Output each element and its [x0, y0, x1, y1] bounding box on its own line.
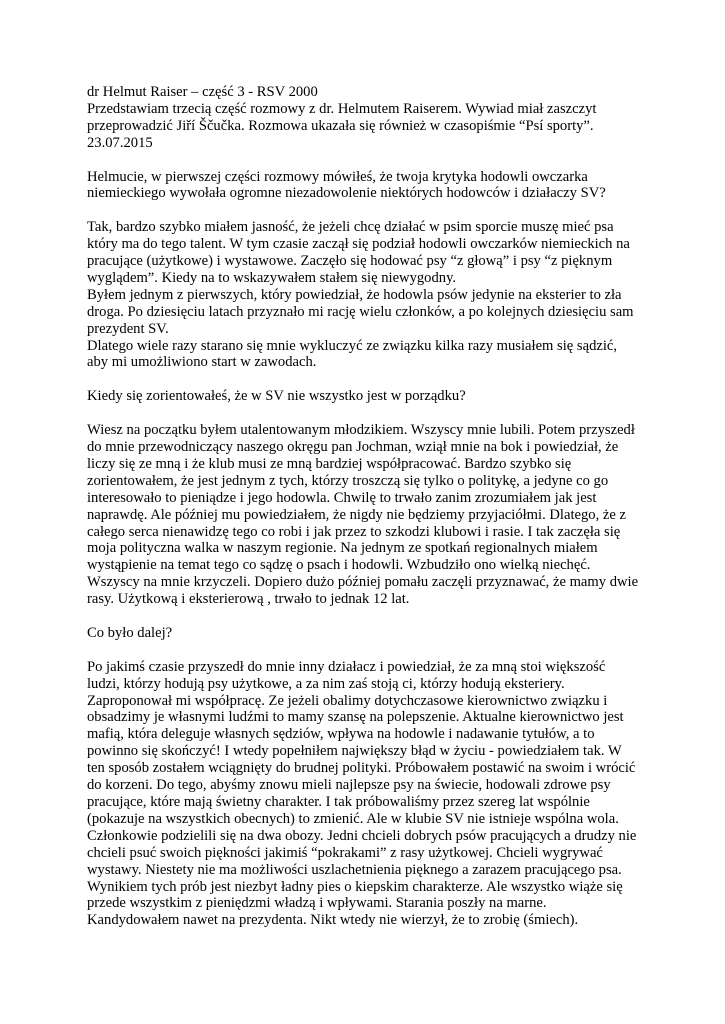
answer-line: Kandydowałem nawet na prezydenta. Nikt wtedy nie wierzył, że to zrobię (śmiech). [87, 912, 579, 929]
answer-line: Byłem jednym z pierwszych, który powiedział, że hodowla psów jedynie na eksterier to zła [87, 286, 622, 303]
document-title: dr Helmut Raiser – część 3 - RSV 2000 [87, 84, 318, 100]
answer-line: zorientowałem, że jest jednym z tych, którzy troszczą się tylko o politykę, a jedyne co go [87, 472, 609, 489]
intro-line: Przedstawiam trzecią część rozmowy z dr. Helmutem Raiserem. Wywiad miał zaszczyt [87, 100, 597, 117]
answer-line: Wszyscy na mnie krzyczeli. Dopiero dużo później pomału zaczęli przyznawać, że mamy dwie [87, 574, 639, 591]
question-line: Kiedy się zorientowałeś, że w SV nie wszystko jest w porządku? [87, 388, 466, 405]
answer-line: całego serca nienawidzę tego co robi i jak przez to szkodzi klubowi i rasie. I tak zaczęła się [87, 523, 621, 540]
answer-line: który ma do tego talent. W tym czasie zaczął się podział hodowli owczarków niemieckich na [87, 236, 630, 253]
answer-line: do korzeni. Do tego, abyśmy znowu mieli najlepsze psy na świecie, hodowali zdrowe psy [87, 777, 611, 794]
answer-3 [87, 659, 657, 930]
document-page [87, 84, 657, 946]
answer-line: powinno się skończyć! I wtedy popełniłem największy błąd w życiu - powiedziałem tak. W [87, 743, 622, 760]
answer-line: interesowało to pieniądze i jego hodowla. Chwilę to trwało zanim zrozumiałem jak jest [87, 489, 597, 506]
answer-line: wystąpienie na temat tego co sądzę o psach i hodowli. Wzbudziło ono wielką niechęć. [87, 557, 591, 574]
document-date: 23.07.2015 [87, 134, 153, 151]
answer-line: aby mi umożliwiono start w zawodach. [87, 354, 317, 371]
answer-line: Tak, bardzo szybko miałem jasność, że jeżeli chcę działać w psim sporcie muszę mieć psa [87, 219, 614, 236]
question-line: Co było dalej? [87, 624, 173, 641]
question-line: Helmucie, w pierwszej części rozmowy mówiłeś, że twoja krytyka hodowli owczarka [87, 168, 588, 185]
answer-line: liczy się ze mną i że klub musi ze mną bardziej współpracować. Bardzo szybko się [87, 455, 572, 472]
answer-line: do mnie przewodniczący naszego okręgu pan Jochman, wziął mnie na bok i powiedział, że [87, 438, 619, 455]
answer-line: rasy. Użytkową i eksterierową , trwało to jednak 12 lat. [87, 591, 410, 608]
question-1 [87, 169, 657, 203]
answer-line: Po jakimś czasie przyszedł do mnie inny działacz i powiedział, że za mną stoi większość [87, 658, 606, 675]
answer-line: wystawy. Niestety nie ma możliwości uszlachetnienia pięknego a zarazem pracującego psa. [87, 861, 622, 878]
answer-line: Zaproponował mi współpracę. Ze jeżeli obalimy dotychczasowe kierownictwo związku i [87, 692, 608, 709]
answer-line: naprawdę. Ale później mu powiedziałem, że nigdy nie będziemy przyjaciółmi. Dlatego, że z [87, 506, 626, 523]
answer-line: Wynikiem tych prób jest niezbyt ładny pies o kiepskim charakterze. Ale wszystko wiąże się [87, 878, 623, 895]
question-3 [87, 625, 657, 642]
answer-line: wyglądem”. Kiedy na to wskazywałem stałem się niewygodny. [87, 269, 457, 286]
answer-line: pracujące, które mają świetny charakter. I tak próbowaliśmy przez szereg lat wspólnie [87, 793, 590, 810]
answer-1 [87, 219, 657, 371]
question-line: niemieckiego wywołała ogromne niezadowolenie niektórych hodowców i działaczy SV? [87, 185, 606, 202]
answer-line: chcieli psuć swoich piękności jakimiś “pokrakami” z rasy użytkowej. Chcieli wygrywać [87, 844, 603, 861]
answer-line: ten sposób zostałem wciągnięty do brudnej polityki. Próbowałem postawić na swoim i wrócić [87, 760, 636, 777]
document-header [87, 84, 657, 152]
question-2 [87, 388, 657, 405]
answer-line: pracujące (użytkowe) i wystawowe. Zaczęło się hodować psy “z głową” i psy “z pięknym [87, 253, 613, 270]
answer-line: mafią, która deleguje własnych sędziów, wpływa na hodowle i nadawanie tytułów, a to [87, 726, 595, 743]
answer-line: prezydent SV. [87, 320, 169, 337]
answer-line: Dlatego wiele razy starano się mnie wykluczyć ze związku kilka razy musiałem się sądzić, [87, 337, 618, 354]
answer-line: droga. Po dziesięciu latach przyznało mi rację wielu członków, a po kolejnych dziesięciu sam [87, 303, 634, 320]
answer-line: moja polityczna walka w naszym regionie. Na jednym ze spotkań regionalnych miałem [87, 540, 598, 557]
answer-line: przede wszystkim z pieniędzmi władzą i wpływami. Starania poszły na marne. [87, 895, 547, 912]
answer-line: (pokazuje na wszystkich obecnych) to zmienić. Ale w klubie SV nie istnieje wspólna wola. [87, 810, 619, 827]
answer-line: obsadzimy je własnymi ludźmi to mamy szansę na polepszenie. Aktualne kierownictwo jest [87, 709, 624, 726]
answer-line: ludzi, którzy hodują psy użytkowe, a za nim zaś stoją ci, którzy hodują eksteriery. [87, 675, 565, 692]
answer-line: Członkowie podzielili się na dwa obozy. Jedni chcieli dobrych psów pracujących a drudzy nie [87, 827, 637, 844]
answer-line: Wiesz na początku byłem utalentowanym młodzikiem. Wszyscy mnie lubili. Potem przyszedł [87, 422, 635, 439]
intro-line: przeprowadzić Jiří Ščučka. Rozmowa ukazała się również w czasopiśmie “Psí sporty”. [87, 117, 594, 134]
answer-2 [87, 422, 657, 608]
